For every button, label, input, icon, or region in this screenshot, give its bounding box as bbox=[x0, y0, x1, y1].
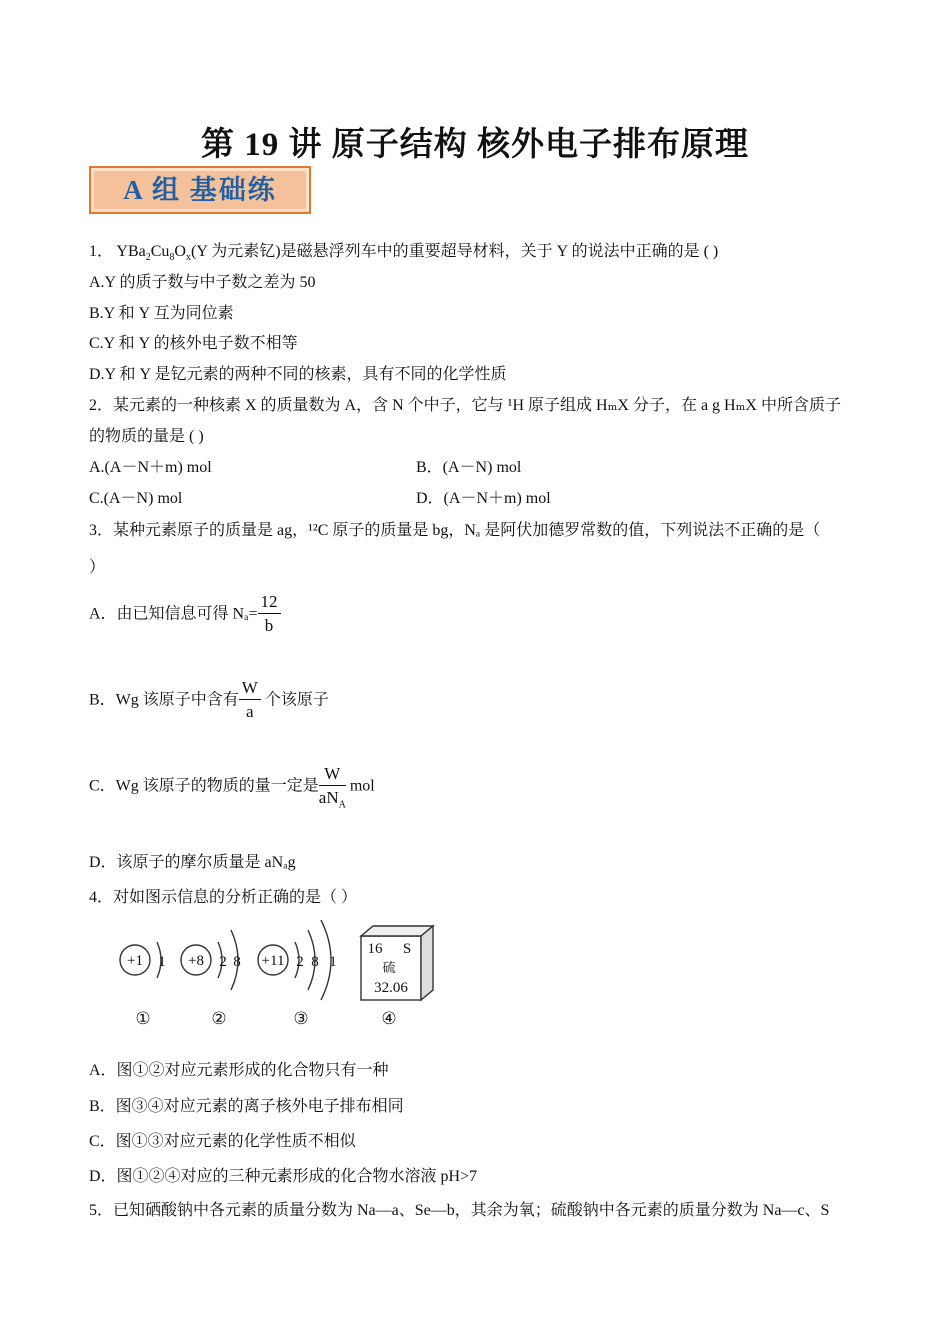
atom1-nucleus-charge: +1 bbox=[127, 953, 143, 969]
q2-option-d: D．(A－N＋m) mol bbox=[416, 490, 551, 507]
fraction-w-over-a: $\frac{W}{a}$ bbox=[239, 677, 261, 724]
q5-stem-line1: 5．已知硒酸钠中各元素的质量分数为 Na—a、Se—b，其余为氧；硫酸钠中各元素的质量分数为 Na—c、S bbox=[89, 1202, 830, 1219]
q4-option-a: A．图①②对应元素形成的化合物只有一种 bbox=[89, 1062, 389, 1079]
atom3-shell3: 1 bbox=[329, 954, 337, 970]
q1-option-a: A.Y 的质子数与中子数之差为 50 bbox=[89, 274, 316, 291]
q3-option-c: C．Wg 该原子的物质的量一定是 $\frac{W}{aN_A}$ mol bbox=[89, 764, 375, 811]
q3-option-d: D．该原子的摩尔质量是 aNₐg bbox=[89, 854, 296, 871]
card-symbol: S bbox=[402, 941, 412, 957]
fraction-12-over-b: $\frac{12}{b}$ bbox=[258, 591, 281, 638]
q2-stem-line1: 2．某元素的一种核素 X 的质量数为 A，含 N 个中子，它与 ¹H 原子组成 HₘX 分子，在 a g HₘX 中所含质子 bbox=[89, 397, 841, 414]
q3-option-b: B．Wg 该原子中含有 $\frac{W}{a}$ 个该原子 bbox=[89, 677, 329, 724]
q3-stem-line1: 3．某种元素原子的质量是 ag，¹²C 原子的质量是 bg，Nₐ 是阿伏加德罗常数的值，下列说法不正确的是（ bbox=[89, 522, 821, 539]
atom2-shell1: 2 bbox=[219, 954, 227, 970]
q3-option-a: A．由已知信息可得 Nₐ= $\frac{12}{b}$ bbox=[89, 591, 281, 638]
atom3-shell1: 2 bbox=[296, 954, 304, 970]
figure-label-4: ④ bbox=[381, 1009, 397, 1028]
q2-option-c: C.(A－N) mol bbox=[89, 490, 183, 507]
q1-stem: 1． $YBa_2Cu_8O_x(Y$ 为元素钇)是磁悬浮列车中的重要超导材料，关于 Y 的说法中正确的是 ( ) bbox=[89, 243, 719, 264]
atom-structure-figure bbox=[105, 920, 445, 1032]
page-title: 第 19 讲 原子结构 核外电子排布原理 bbox=[201, 127, 749, 163]
q1-option-c: C.Y 和 Y 的核外电子数不相等 bbox=[89, 335, 298, 352]
card-atomic-number: 16 bbox=[367, 941, 383, 957]
figure-label-2: ② bbox=[211, 1009, 227, 1028]
atom3-shell2: 8 bbox=[311, 954, 319, 970]
atom3-nucleus-charge: +11 bbox=[261, 953, 285, 969]
q4-option-c: C．图①③对应元素的化学性质不相似 bbox=[89, 1133, 356, 1150]
q2-option-b: B．(A－N) mol bbox=[416, 459, 522, 476]
q1-option-b: B.Y 和 Y 互为同位素 bbox=[89, 305, 234, 322]
q2-stem-line2: 的物质的量是 ( ) bbox=[89, 428, 204, 445]
figure-label-1: ① bbox=[135, 1009, 151, 1028]
q1-option-d: D.Y 和 Y 是钇元素的两种不同的核素，具有不同的化学性质 bbox=[89, 366, 507, 383]
q3-stem-line2: ） bbox=[89, 559, 106, 576]
q2-option-a: A.(A－N＋m) mol bbox=[89, 459, 212, 476]
q4-option-b: B．图③④对应元素的离子核外电子排布相同 bbox=[89, 1098, 404, 1115]
q4-stem: 4．对如图示信息的分析正确的是（ ） bbox=[89, 889, 358, 906]
figure-label-3: ③ bbox=[293, 1009, 309, 1028]
section-badge-label: A 组 基础练 bbox=[123, 175, 277, 205]
atom2-shell2: 8 bbox=[233, 954, 241, 970]
atom2-nucleus-charge: +8 bbox=[188, 953, 204, 969]
section-badge bbox=[89, 166, 311, 214]
card-mass: 32.06 bbox=[374, 980, 408, 996]
fraction-w-over-ana: $\frac{W}{aN_A}$ bbox=[318, 764, 346, 811]
q4-option-d: D．图①②④对应的三种元素形成的化合物水溶液 pH>7 bbox=[89, 1168, 478, 1185]
atom1-shell1: 1 bbox=[158, 954, 166, 970]
card-name: 硫 bbox=[382, 960, 396, 975]
